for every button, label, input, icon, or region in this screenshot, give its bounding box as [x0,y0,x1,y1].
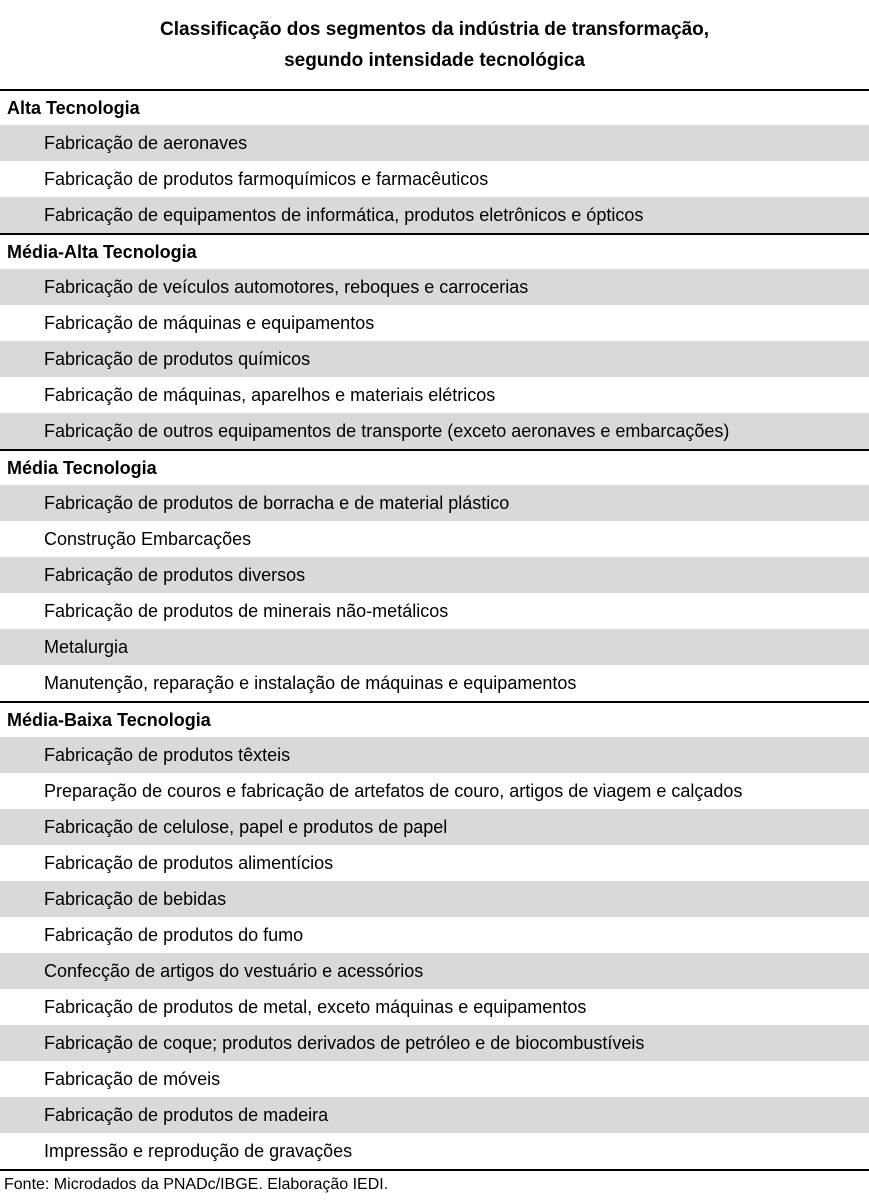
table-title [0,14,869,76]
table-row: Fabricação de produtos diversos [0,557,869,593]
table-row: Fabricação de bebidas [0,881,869,917]
section-header: Média-Baixa Tecnologia [7,710,211,730]
table-row: Fabricação de coque; produtos derivados de petróleo e de biocombustíveis [0,1025,869,1061]
section-header: Média Tecnologia [7,458,157,478]
table-row: Fabricação de produtos têxteis [0,737,869,773]
table-bottom-rule [0,1169,869,1171]
section-3 [0,701,869,1169]
section-0 [0,89,869,233]
table-row: Fabricação de outros equipamentos de transporte (exceto aeronaves e embarcações) [0,413,869,449]
table-row: Fabricação de aeronaves [0,125,869,161]
table-row: Fabricação de celulose, papel e produtos de papel [0,809,869,845]
table-row: Fabricação de produtos de borracha e de material plástico [0,485,869,521]
source-note: Fonte: Microdados da PNADc/IBGE. Elaboração IEDI. [4,1176,389,1193]
table-row: Fabricação de produtos do fumo [44,925,304,945]
section-2 [0,449,869,701]
section-header: Média-Alta Tecnologia [7,242,197,262]
table-row: Fabricação de equipamentos de informática, produtos eletrônicos e ópticos [0,197,869,233]
section-1 [0,233,869,449]
table-row: Fabricação de produtos farmoquímicos e farmacêuticos [44,169,489,189]
table-row: Fabricação de produtos de madeira [0,1097,869,1133]
table-row: Confecção de artigos do vestuário e acessórios [0,953,869,989]
section-header: Alta Tecnologia [7,98,140,118]
table-row: Preparação de couros e fabricação de artefatos de couro, artigos de viagem e calçados [44,781,743,801]
title-line-1: Classificação dos segmentos da indústria de transformação, [159,19,710,40]
classification-table [0,89,869,1171]
table-row: Fabricação de produtos alimentícios [44,853,334,873]
table-row: Impressão e reprodução de gravações [44,1141,353,1161]
table-row: Fabricação de máquinas e equipamentos [44,313,375,333]
table-row: Manutenção, reparação e instalação de máquinas e equipamentos [44,673,577,693]
table-row: Construção Embarcações [44,529,252,549]
table-row: Fabricação de veículos automotores, reboques e carrocerias [0,269,869,305]
title-line-2: segundo intensidade tecnológica [284,50,585,71]
table-row: Fabricação de produtos químicos [0,341,869,377]
table-row: Fabricação de produtos de metal, exceto máquinas e equipamentos [44,997,587,1017]
table-row: Fabricação de produtos de minerais não-metálicos [44,601,449,621]
table-row: Metalurgia [0,629,869,665]
table-row: Fabricação de móveis [44,1069,221,1089]
table-row: Fabricação de máquinas, aparelhos e materiais elétricos [44,385,496,405]
